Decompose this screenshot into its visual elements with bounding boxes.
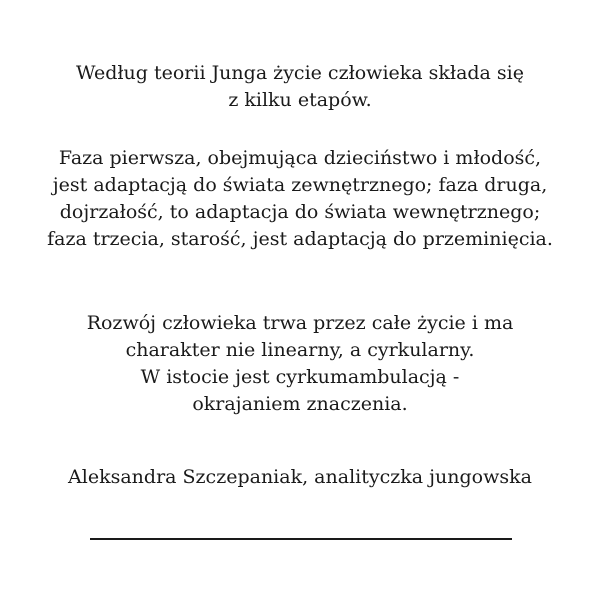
- intro-paragraph: [0, 60, 600, 114]
- text-line: z kilku etapów.: [228, 89, 372, 111]
- text-line: okrajaniem znaczenia.: [192, 393, 408, 415]
- text-line: faza trzecia, starość, jest adaptacją do przeminięcia.: [47, 228, 553, 250]
- text-line: jest adaptacją do świata zewnętrznego; faza druga,: [52, 174, 548, 196]
- text-line: Faza pierwsza, obejmująca dzieciństwo i młodość,: [58, 147, 542, 169]
- text-line: Rozwój człowieka trwa przez całe życie i ma: [86, 312, 514, 334]
- text-line: Według teorii Junga życie człowieka składa się: [75, 62, 524, 84]
- development-paragraph: [0, 310, 600, 418]
- text-line: W istocie jest cyrkumambulacją -: [140, 366, 460, 388]
- author-line: Aleksandra Szczepaniak, analityczka jungowska: [68, 466, 532, 488]
- phases-paragraph: [0, 145, 600, 253]
- text-line: charakter nie linearny, a cyrkularny.: [125, 339, 475, 361]
- author-attribution: [0, 464, 600, 491]
- text-line: dojrzałość, to adaptacja do świata wewnętrznego;: [59, 201, 541, 223]
- divider-line: [90, 538, 512, 540]
